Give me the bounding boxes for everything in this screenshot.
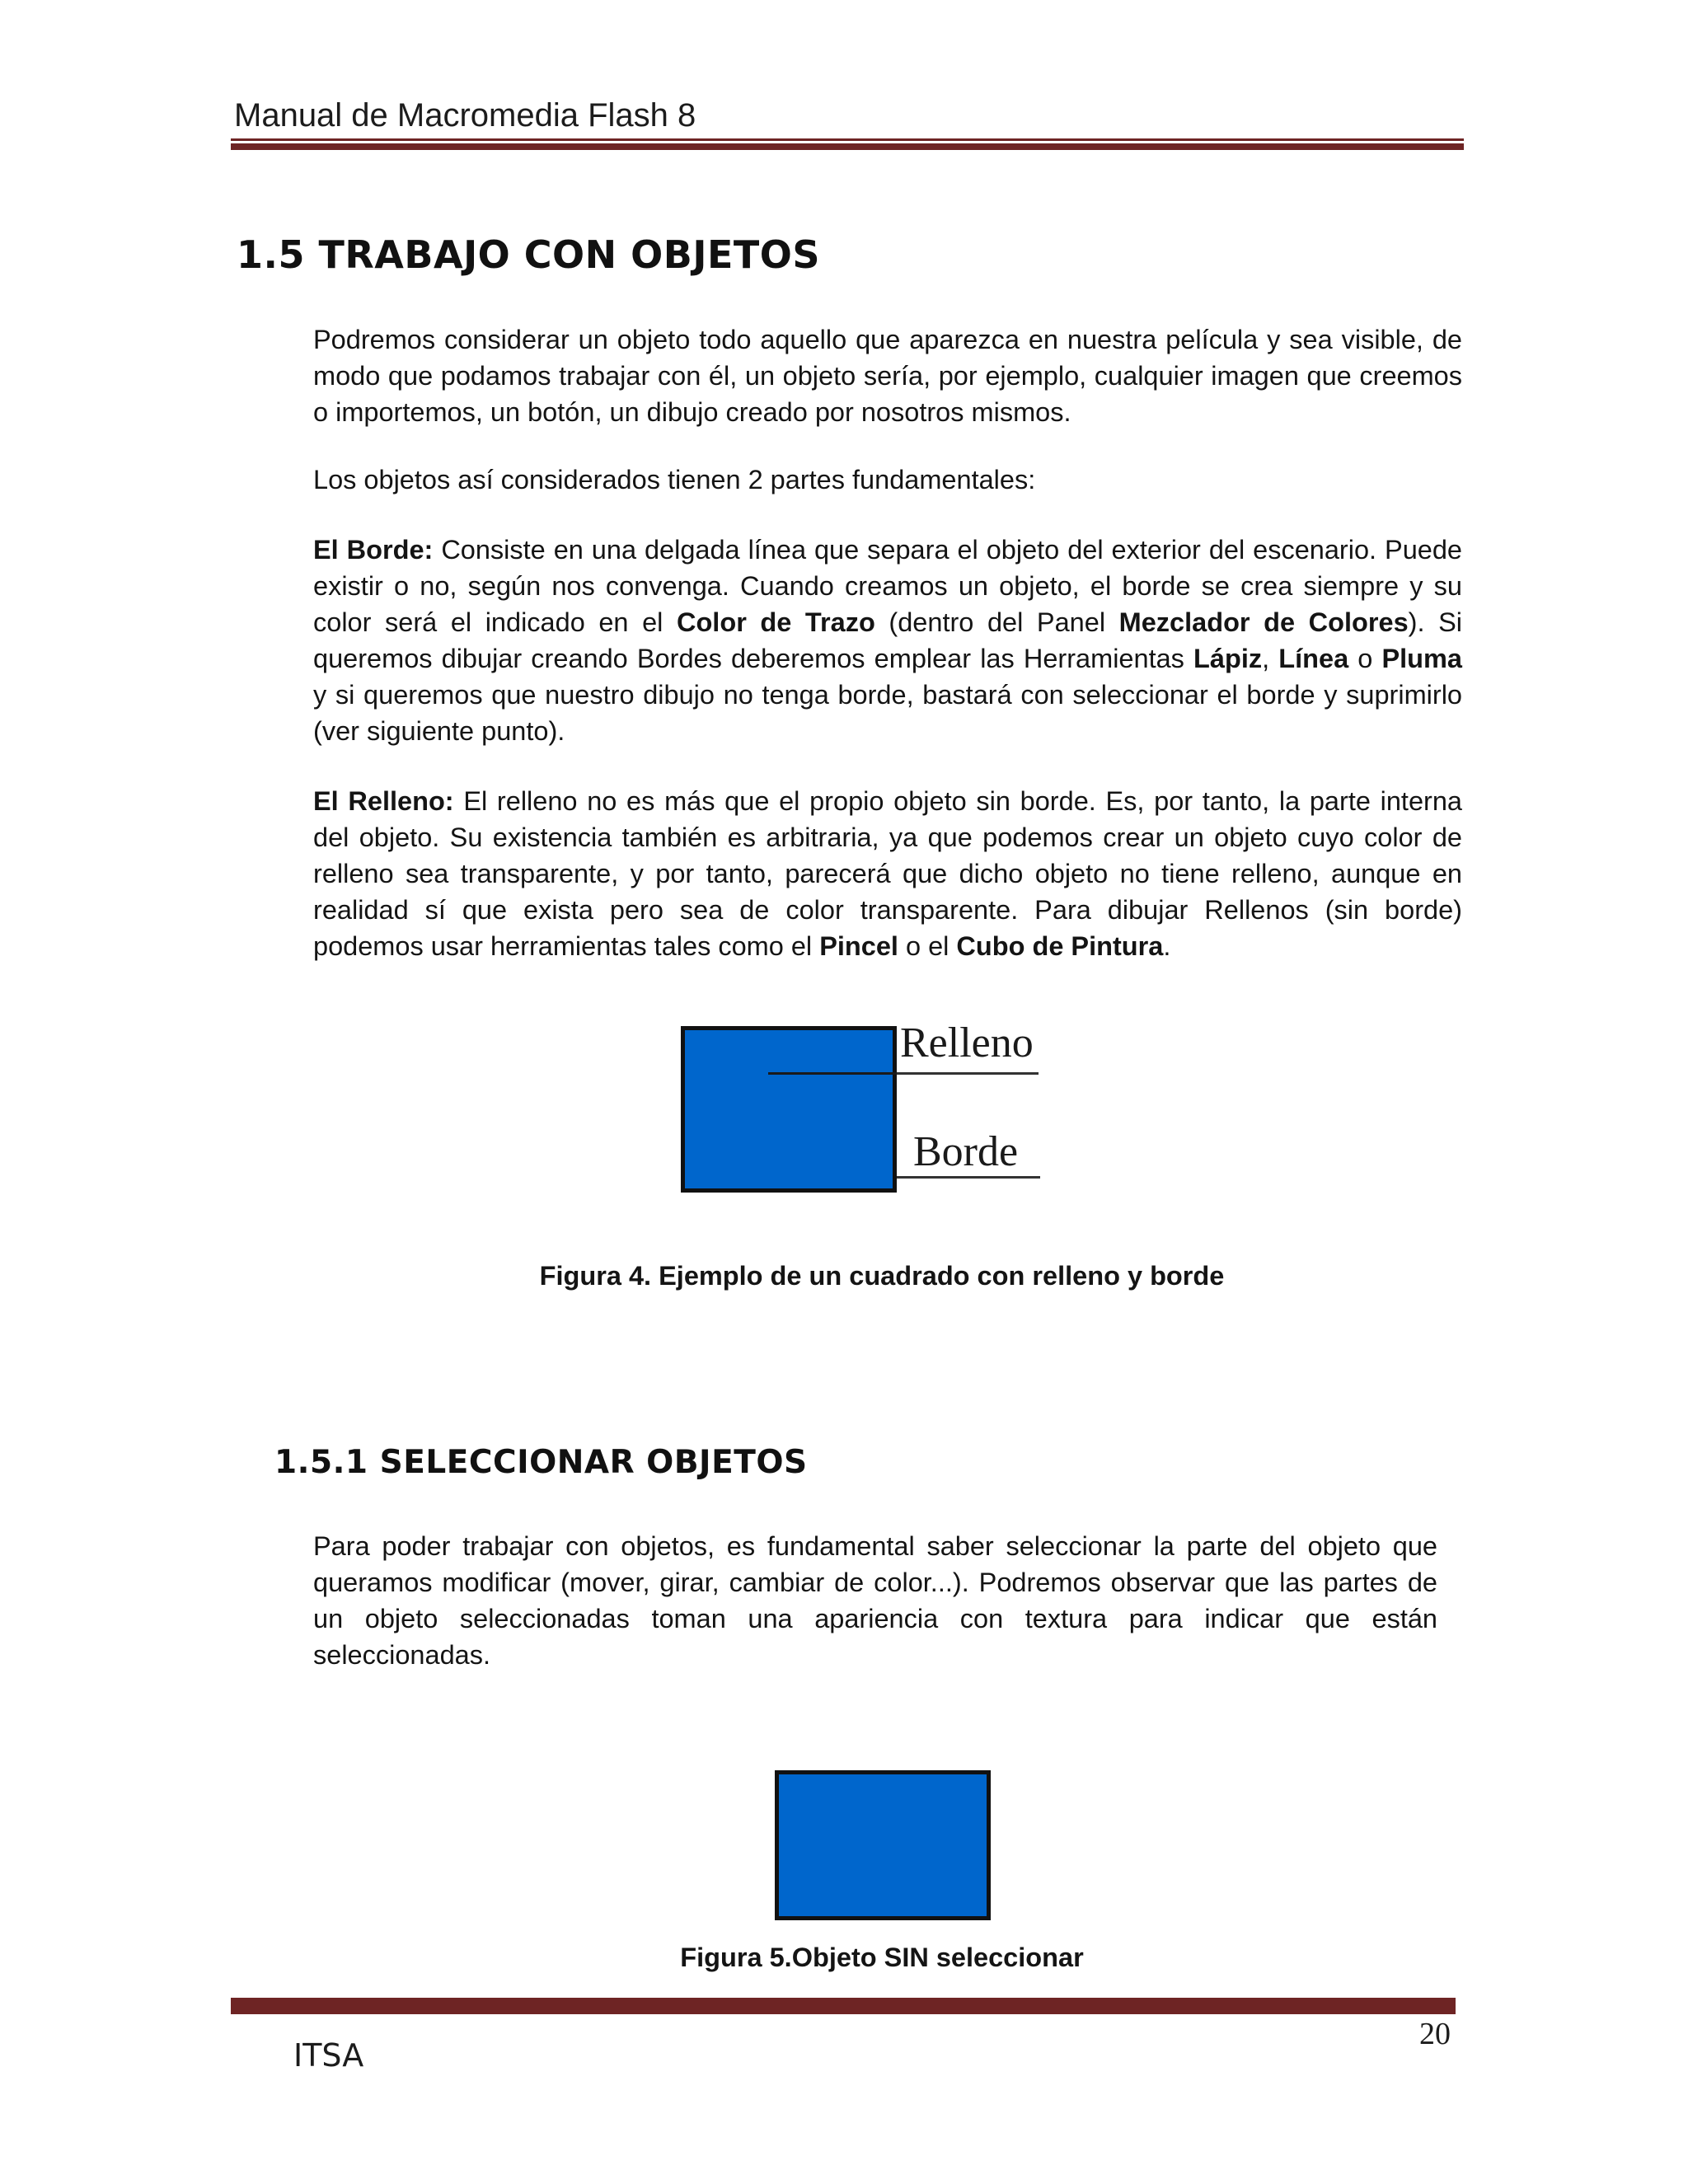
- header-rule-thick: [231, 143, 1464, 150]
- relleno-text-1: El relleno no es más que el propio objeto sin borde. Es, por tanto, la parte interna del objeto. Su existencia también es arbitraria, ya que podemos crear un objeto cuyo color de relleno sea transparente, y por tanto, parecerá que dicho objeto no tiene relleno, aunque en realidad sí que exista pero sea de color transparente. Para dibujar Rellenos (sin borde) podemos usar herramientas tales como el: [313, 786, 1462, 961]
- linea-term: Línea: [1278, 644, 1349, 673]
- intro-paragraph: Podremos considerar un objeto todo aquello que aparezca en nuestra película y sea visible, de modo que podamos trabajar con él, un objeto sería, por ejemplo, cualquier imagen que creemos o importemos, un botón, un dibujo creado por nosotros mismos.: [313, 325, 1462, 427]
- figure5-square: [775, 1770, 991, 1920]
- mezclador-term: Mezclador de Colores: [1118, 607, 1409, 637]
- header-title: Manual de Macromedia Flash 8: [234, 97, 696, 134]
- figure5-caption: Figura 5.Objeto SIN seleccionar: [680, 1943, 1084, 1972]
- lapiz-term: Lápiz: [1193, 644, 1263, 673]
- cubo-term: Cubo de Pintura: [956, 931, 1164, 961]
- borde-paragraph: [313, 532, 1462, 749]
- figure4-fill-leader-inner: [768, 1072, 897, 1075]
- borde-text-3: ). Si queremos dibujar creando Bordes deberemos emplear las Herramientas: [313, 607, 1463, 673]
- subsection-paragraph: Para poder trabajar con objetos, es fundamental saber seleccionar la parte del objeto que queramos modificar (mover, girar, cambiar de color...). Podremos observar que las partes de un objeto seleccionadas toman una apariencia con textura para indicar que están seleccionadas.: [313, 1531, 1437, 1670]
- page-number: 20: [1419, 2017, 1451, 2051]
- borde-text-1: Consiste en una delgada línea que separa el objeto del exterior del escenario. Puede existir o no, según nos convenga. Cuando creamos un objeto, el borde se crea siempre y su color será el indicado en el: [313, 535, 1462, 637]
- pincel-term: Pincel: [819, 931, 898, 961]
- borde-text-4: ,: [1262, 644, 1279, 673]
- figure4-caption: Figura 4. Ejemplo de un cuadrado con relleno y borde: [539, 1261, 1225, 1291]
- borde-label: El Borde:: [313, 535, 434, 565]
- footer-rule: [231, 1998, 1456, 2014]
- color-trazo-term: Color de Trazo: [676, 607, 875, 637]
- parts-paragraph: Los objetos así considerados tienen 2 partes fundamentales:: [313, 465, 1036, 494]
- relleno-text-3: .: [1163, 931, 1171, 961]
- header-rule-thin: [231, 138, 1464, 141]
- figure4-border-label: Borde: [913, 1128, 1019, 1175]
- relleno-text-2: o el: [898, 931, 957, 961]
- borde-text-5: o: [1348, 644, 1382, 673]
- header-rule: [231, 138, 1464, 150]
- relleno-paragraph: [313, 783, 1462, 964]
- section-heading: 1.5 TRABAJO CON OBJETOS: [237, 232, 820, 277]
- figure4-fill-label: Relleno: [900, 1019, 1034, 1066]
- figure4-square: [681, 1026, 897, 1193]
- figure4-fill-leader: [897, 1072, 1039, 1075]
- borde-text-6: y si queremos que nuestro dibujo no tenga borde, bastará con seleccionar el borde y suprimirlo (ver siguiente punto).: [313, 680, 1462, 746]
- pluma-term: Pluma: [1381, 644, 1463, 673]
- footer-institution: ITSA: [293, 2037, 364, 2074]
- borde-text-2: (dentro del Panel: [874, 607, 1119, 637]
- relleno-label: El Relleno:: [313, 786, 454, 816]
- subsection-heading: 1.5.1 SELECCIONAR OBJETOS: [274, 1444, 808, 1481]
- figure4-border-leader: [897, 1176, 1040, 1179]
